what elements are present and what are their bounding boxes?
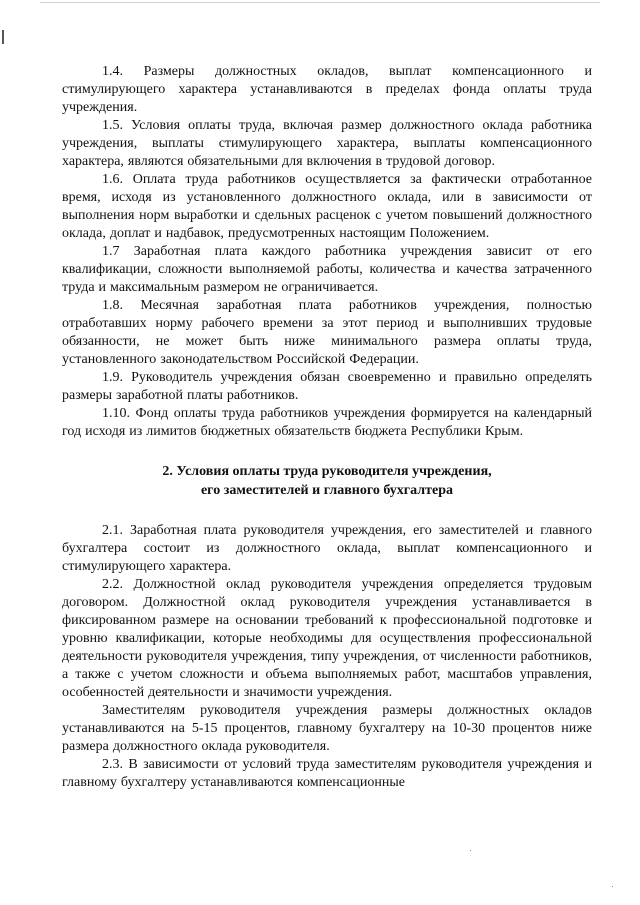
- scan-speck: [470, 850, 471, 851]
- paragraph-2-3: 2.3. В зависимости от условий труда заместителям руководителя учреждения и главному бухгалтеру устанавливаются компенсационные: [62, 757, 592, 790]
- document-page: [62, 63, 592, 792]
- paragraph-1-6: 1.6. Оплата труда работников осуществляется за фактически отработанное время, исходя из установленного должностного оклада, или в зависимости от выполнения норм выработки и сдельных расценок с учетом повышений должностного оклада, доплат и надбавок, предусмотренных настоящим Положением.: [62, 172, 592, 241]
- paragraph-1-7: 1.7 Заработная плата каждого работника учреждения зависит от его квалификации, сложности выполняемой работы, количества и качества затраченного труда и максимальным размером не ограничивается.: [62, 244, 592, 295]
- section-2-heading-line-2: его заместителей и главного бухгалтера: [200, 483, 454, 498]
- paragraph-1-10: 1.10. Фонд оплаты труда работников учреждения формируется на календарный год исходя из лимитов бюджетных обязательств бюджета Республики Крым.: [62, 406, 592, 439]
- paragraph-deputies: Заместителям руководителя учреждения размеры должностных окладов устанавливаются на 5-15 процентов, главному бухгалтеру на 10-30 процентов ниже размера должностного оклада руководителя.: [62, 703, 592, 754]
- scan-edge-mark: [2, 30, 4, 44]
- paragraph-1-4: 1.4. Размеры должностных окладов, выплат компенсационного и стимулирующего характера устанавливаются в пределах фонда оплаты труда учреждения.: [62, 64, 592, 115]
- section-2-heading: [62, 462, 592, 500]
- paragraph-1-8: 1.8. Месячная заработная плата работников учреждения, полностью отработавших норму рабочего времени за этот период и выполнивших трудовые обязанности, не может быть ниже минимального размера оплаты труда, установленного законодательством Российской Федерации.: [62, 298, 592, 367]
- paragraph-1-9: 1.9. Руководитель учреждения обязан своевременно и правильно определять размеры заработной платы работников.: [62, 370, 592, 403]
- scan-speck: [612, 886, 613, 887]
- section-2-heading-line-1: 2. Условия оплаты труда руководителя учреждения,: [162, 464, 492, 479]
- paragraph-1-5: 1.5. Условия оплаты труда, включая размер должностного оклада работника учреждения, выплаты стимулирующего характера, выплаты компенсационного характера, являются обязательными для включения в трудовой договор.: [62, 118, 592, 169]
- scan-edge-line: [40, 2, 600, 3]
- paragraph-2-1: 2.1. Заработная плата руководителя учреждения, его заместителей и главного бухгалтера состоит из должностного оклада, выплат компенсационного и стимулирующего характера.: [62, 523, 592, 574]
- paragraph-2-2: 2.2. Должностной оклад руководителя учреждения определяется трудовым договором. Должностной оклад руководителя учреждения устанавливается в фиксированном размере на основании требований к профессиональной подготовке и уровню квалификации, которые необходимы для осуществления профессиональной деятельности руководителя учреждения, типу учреждения, от численности работников, а также с учетом сложности и объема выполняемых работ, масштабов управления, особенностей деятельности и значимости учреждения.: [62, 577, 592, 700]
